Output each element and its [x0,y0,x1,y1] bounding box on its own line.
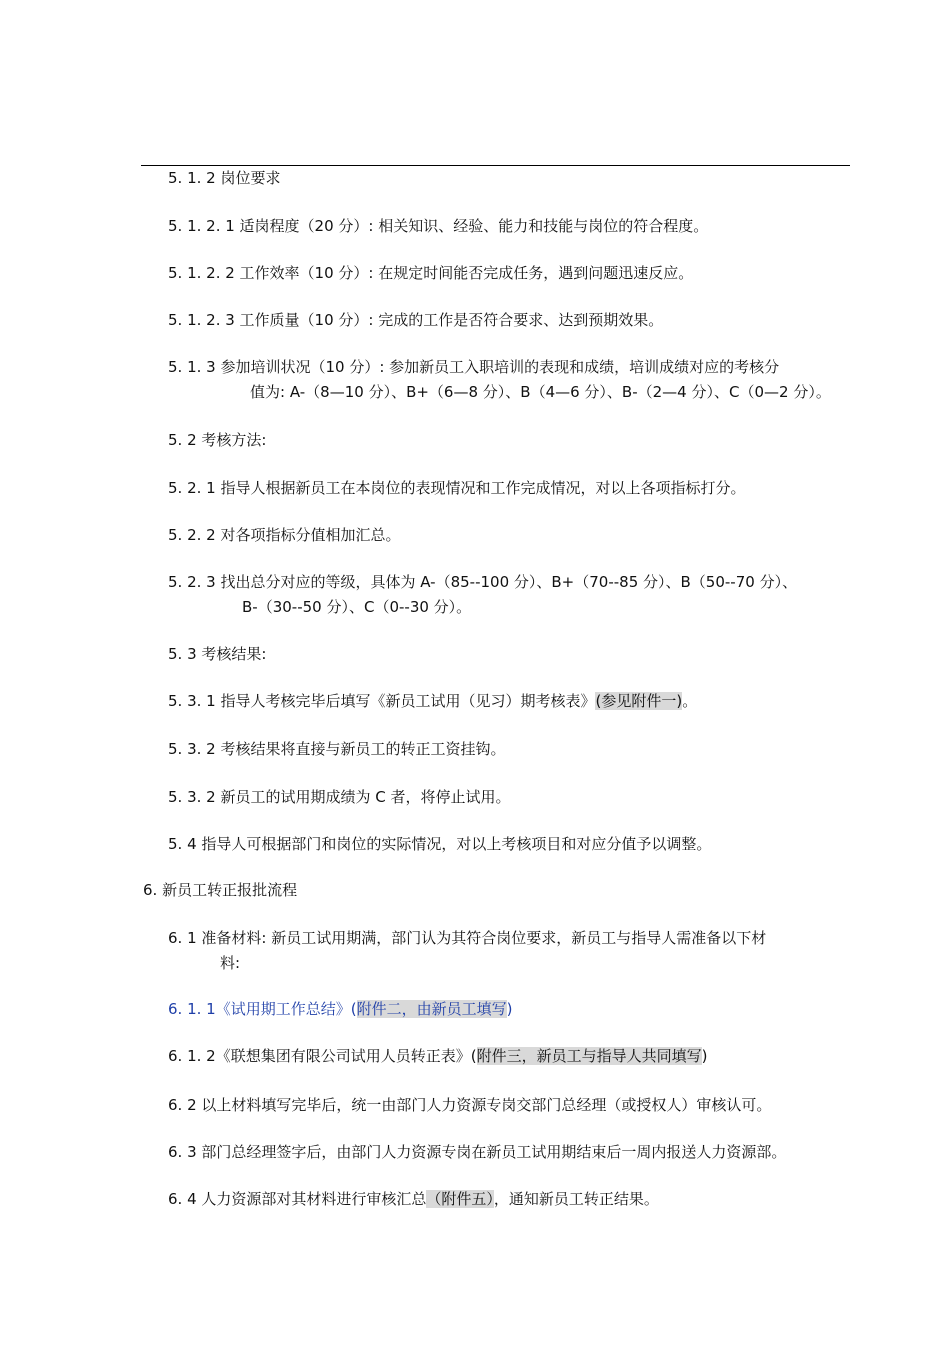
para-5-1-2-2: 5. 1. 2. 2 工作效率（10 分）: 在规定时间能否完成任务，遇到问题迅速反应。 [168,264,694,282]
para-6-1-2-end: ) [701,1047,708,1065]
para-5-4: 5. 4 指导人可根据部门和岗位的实际情况，对以上考核项目和对应分值予以调整。 [168,835,712,853]
annex-five-highlight: （附件五） [426,1190,494,1208]
para-5-3: 5. 3 考核结果: [168,645,267,663]
annex-two-highlight: 附件二，由新员工填写 [356,1000,507,1018]
para-5-2-2: 5. 2. 2 对各项指标分值相加汇总。 [168,526,401,544]
annex-three-highlight: 附件三，新员工与指导人共同填写 [476,1047,702,1065]
para-5-2-3: 5. 2. 3 找出总分对应的等级，具体为 A-（85--100 分）、B+（70--85 分）、B（50--70 分）、 [168,573,798,591]
para-5-1-2: 5. 1. 2 岗位要求 [168,169,281,187]
para-5-1-2-3: 5. 1. 2. 3 工作质量（10 分）: 完成的工作是否符合要求、达到预期效果。 [168,311,664,329]
para-6-4-text: 6. 4 人力资源部对其材料进行审核汇总 [168,1190,427,1208]
para-5-3-1 [168,690,697,712]
para-5-3-2-b: 5. 3. 2 新员工的试用期成绩为 C 者，将停止试用。 [168,788,511,806]
para-6-1-2 [168,1045,707,1067]
para-6-4-end: ，通知新员工转正结果。 [493,1190,659,1208]
para-6-1-1 [168,998,512,1020]
para-5-3-1-text: 5. 3. 1 指导人考核完毕后填写《新员工试用（见习）期考核表》 [168,692,596,710]
para-5-2-3-cont: B-（30--50 分）、C（0--30 分）。 [242,598,472,616]
para-5-3-1-end: 。 [682,692,698,710]
para-5-2-1: 5. 2. 1 指导人根据新员工在本岗位的表现情况和工作完成情况，对以上各项指标打分。 [168,479,746,497]
para-6-1-2-text: 6. 1. 2《联想集团有限公司试用人员转正表》( [168,1047,477,1065]
para-6-3: 6. 3 部门总经理签字后，由部门人力资源专岗在新员工试用期结束后一周内报送人力资源部。 [168,1143,787,1161]
header-rule [141,165,850,166]
para-5-1-3-cont: 值为: A-（8—10 分）、B+（6—8 分）、B（4—6 分）、B-（2—4 分）、C（0—2 分）。 [250,383,831,401]
para-6-2: 6. 2 以上材料填写完毕后，统一由部门人力资源专岗交部门总经理（或授权人）审核认可。 [168,1096,772,1114]
para-5-2: 5. 2 考核方法: [168,431,267,449]
para-5-1-3: 5. 1. 3 参加培训状况（10 分）: 参加新员工入职培训的表现和成绩，培训成绩对应的考核分 [168,358,780,376]
para-6-1-cont: 料: [220,954,241,972]
heading-6: 6. 新员工转正报批流程 [143,881,298,899]
para-6-1-1-text: 6. 1. 1《试用期工作总结》( [168,1000,357,1018]
para-6-1: 6. 1 准备材料: 新员工试用期满，部门认为其符合岗位要求，新员工与指导人需准备以下材 [168,929,767,947]
para-5-3-2: 5. 3. 2 考核结果将直接与新员工的转正工资挂钩。 [168,740,506,758]
annex-one-highlight: (参见附件一) [595,692,683,710]
para-5-1-2-1: 5. 1. 2. 1 适岗程度（20 分）: 相关知识、经验、能力和技能与岗位的符合程度。 [168,217,709,235]
para-6-4 [168,1188,659,1210]
para-6-1-1-end: ) [506,1000,513,1018]
